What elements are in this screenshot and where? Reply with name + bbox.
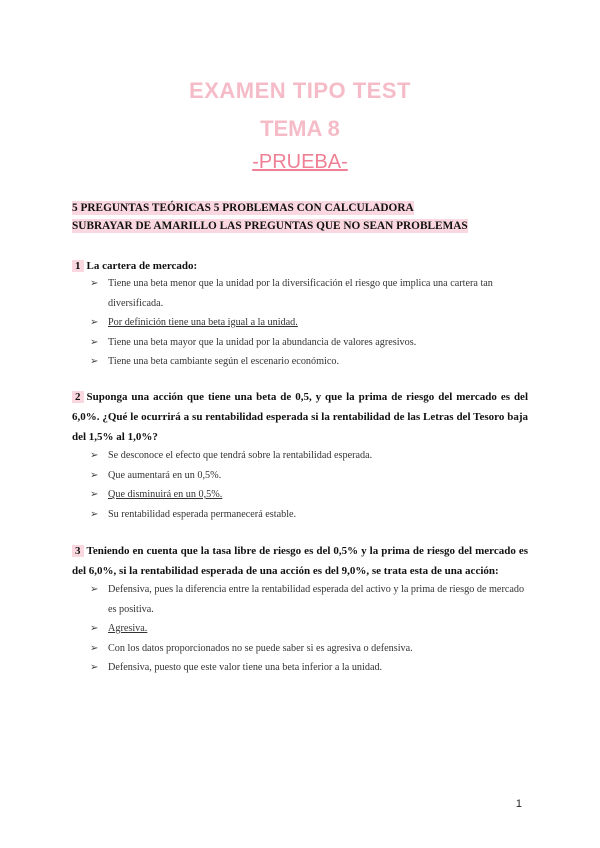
question-text: Suponga una acción que tiene una beta de 0,5, y que la prima de riesgo del mercado es del 6,0%. ¿Qué le ocurrirá a su rentabilidad esperada si la rentabilidad de las Letras del Tesoro baja del 1,5% al 1,0%? [72, 391, 528, 443]
question-2-options [90, 446, 528, 524]
option-text: Se desconoce el efecto que tendrá sobre la rentabilidad esperada. [108, 450, 373, 461]
option-item[interactable] [90, 658, 528, 678]
option-item[interactable] [90, 580, 528, 619]
option-text: Tiene una beta menor que la unidad por la diversificación el riesgo que implica una cartera tan diversificada. [108, 278, 493, 309]
arrow-bullet-icon: ➢ [90, 336, 99, 348]
question-number: 3 [72, 545, 84, 557]
arrow-bullet-icon: ➢ [90, 489, 99, 500]
option-item[interactable] [90, 446, 528, 466]
option-item[interactable] [90, 639, 528, 659]
arrow-bullet-icon: ➢ [90, 642, 99, 654]
topic-title: TEMA 8 [260, 116, 340, 141]
option-item[interactable] [90, 485, 528, 505]
arrow-bullet-icon: ➢ [90, 317, 99, 328]
option-text-correct: Por definición tiene una beta igual a la unidad. [108, 317, 298, 328]
question-3-options [90, 580, 528, 678]
instructions-text-2: SUBRAYAR DE AMARILLO LAS PREGUNTAS QUE NO SEAN PROBLEMAS [72, 220, 468, 232]
arrow-bullet-icon: ➢ [90, 469, 99, 481]
instructions-text-1: 5 PREGUNTAS TEÓRICAS 5 PROBLEMAS CON CALCULADORA [72, 202, 414, 214]
option-text-correct: Agresiva. [108, 623, 148, 634]
option-item[interactable] [90, 505, 528, 525]
option-text: Su rentabilidad esperada permanecerá estable. [108, 508, 297, 520]
question-1 [72, 256, 528, 276]
arrow-bullet-icon: ➢ [90, 508, 99, 520]
question-text: La cartera de mercado: [86, 260, 198, 272]
question-text: Teniendo en cuenta que la tasa libre de riesgo es del 0,5% y la prima de riesgo del mercado es del 6,0%, si la rentabilidad esperada de una acción es del 9,0%, se trata esta de una acción: [72, 545, 528, 577]
instructions-line-1 [72, 202, 414, 214]
option-text: Tiene una beta mayor que la unidad por la abundancia de valores agresivos. [108, 336, 417, 348]
option-text: Que aumentará en un 0,5%. [108, 469, 222, 481]
option-text-correct: Que disminuirá en un 0,5%. [108, 489, 223, 500]
option-item[interactable] [90, 313, 528, 333]
question-number: 1 [72, 260, 84, 272]
option-text: Con los datos proporcionados no se puede saber si es agresiva o defensiva. [108, 642, 413, 654]
option-text: Defensiva, pues la diferencia entre la rentabilidad esperada del activo y la prima de riesgo de mercado es positiva. [108, 584, 525, 615]
option-text: Tiene una beta cambiante según el escenario económico. [108, 356, 340, 367]
arrow-bullet-icon: ➢ [90, 450, 99, 461]
arrow-bullet-icon: ➢ [90, 662, 99, 673]
question-number: 2 [72, 391, 84, 403]
option-item[interactable] [90, 333, 528, 353]
arrow-bullet-icon: ➢ [90, 584, 99, 595]
arrow-bullet-icon: ➢ [90, 356, 99, 367]
option-item[interactable] [90, 274, 528, 313]
question-3 [72, 541, 528, 581]
question-2 [72, 387, 528, 447]
option-item[interactable] [90, 466, 528, 486]
page-number: 1 [515, 798, 522, 810]
option-item[interactable] [90, 352, 528, 372]
instructions-line-2 [72, 220, 468, 232]
test-label: -PRUEBA- [252, 151, 348, 173]
arrow-bullet-icon: ➢ [90, 623, 99, 634]
exam-title: EXAMEN TIPO TEST [189, 78, 411, 103]
arrow-bullet-icon: ➢ [90, 278, 99, 289]
option-item[interactable] [90, 619, 528, 639]
question-1-options [90, 274, 528, 372]
option-text: Defensiva, puesto que este valor tiene una beta inferior a la unidad. [108, 662, 383, 673]
